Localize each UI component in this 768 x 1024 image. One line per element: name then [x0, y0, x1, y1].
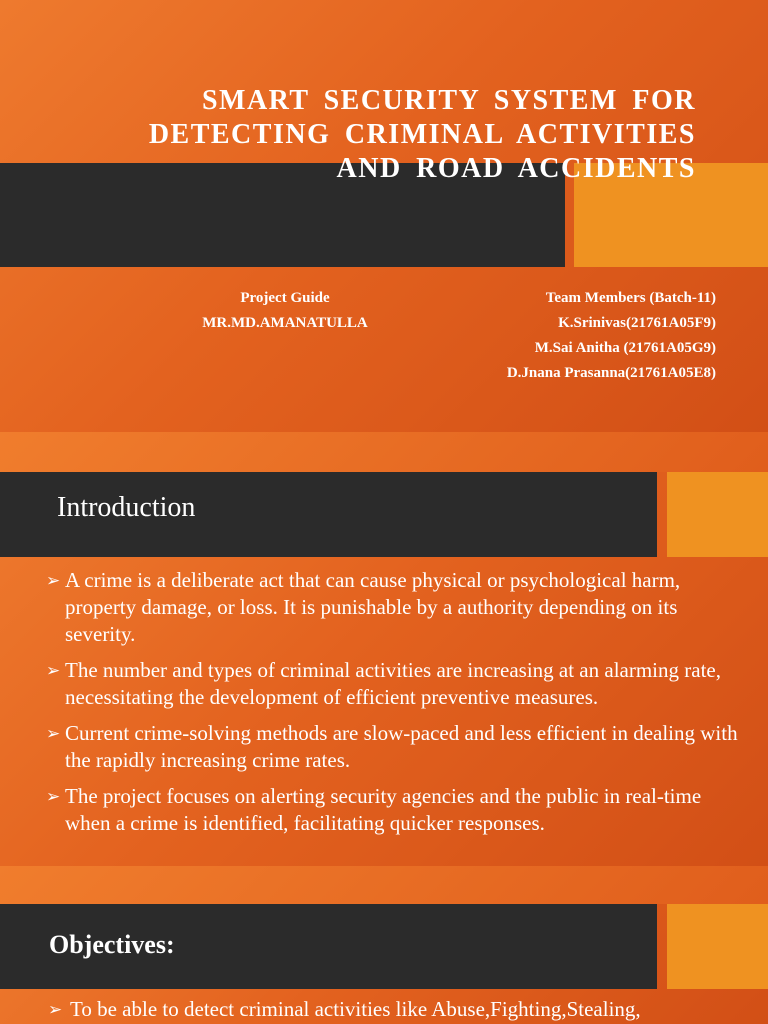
project-guide [180, 286, 390, 336]
objectives-heading-colon: : [165, 930, 175, 959]
bullet-text: A crime is a deliberate act that can cause physical or psychological harm, property damage, or loss. It is punishable by a authority depending on its severity. [65, 568, 681, 646]
bullet-text: The number and types of criminal activities are increasing at an alarming rate, necessitating the development of efficient preventive measures. [65, 658, 721, 709]
arrow-bullet-icon: ➢ [46, 571, 61, 590]
guide-name: MR.MD.AMANATULLA [202, 315, 368, 331]
list-item [48, 996, 748, 1023]
objectives-heading [49, 930, 175, 960]
bullet-text: The project focuses on alerting security agencies and the public in real-time when a crime is identified, facilitating quicker responses. [65, 784, 702, 835]
team-member: D.Jnana Prasanna(21761A05E8) [506, 365, 716, 381]
intro-accent-block [667, 472, 768, 557]
title-slide [0, 0, 768, 432]
introduction-slide [0, 472, 768, 866]
list-item [46, 567, 746, 648]
slide-title: SMART SECURITY SYSTEM FOR DETECTING CRIMINAL ACTIVITIES AND ROAD ACCIDENTS [148, 85, 696, 184]
intro-bullet-list [46, 567, 746, 846]
arrow-bullet-icon: ➢ [48, 1000, 63, 1019]
team-member: M.Sai Anitha (21761A05G9) [534, 340, 716, 356]
team-label: Team Members (Batch-11) [545, 290, 716, 306]
team-members [507, 286, 716, 386]
objectives-accent-block [667, 904, 768, 989]
arrow-bullet-icon: ➢ [46, 787, 61, 806]
objectives-heading-text: Objectives [49, 930, 166, 959]
guide-label: Project Guide [240, 290, 330, 306]
list-item [46, 657, 746, 711]
bullet-text: Current crime-solving methods are slow-paced and less efficient in dealing with the rapidly increasing crime rates. [65, 721, 738, 772]
intro-heading: Introduction [57, 492, 196, 523]
bullet-text: To be able to detect criminal activities like Abuse,Fighting,Stealing, [70, 997, 641, 1021]
arrow-bullet-icon: ➢ [46, 661, 61, 680]
objectives-slide [0, 904, 768, 1024]
objectives-bullet-list [48, 996, 748, 1024]
list-item [46, 783, 746, 837]
list-item [46, 720, 746, 774]
arrow-bullet-icon: ➢ [46, 724, 61, 743]
slide-gap [0, 866, 768, 904]
team-member: K.Srinivas(21761A05F9) [558, 315, 716, 331]
slide-gap [0, 432, 768, 472]
